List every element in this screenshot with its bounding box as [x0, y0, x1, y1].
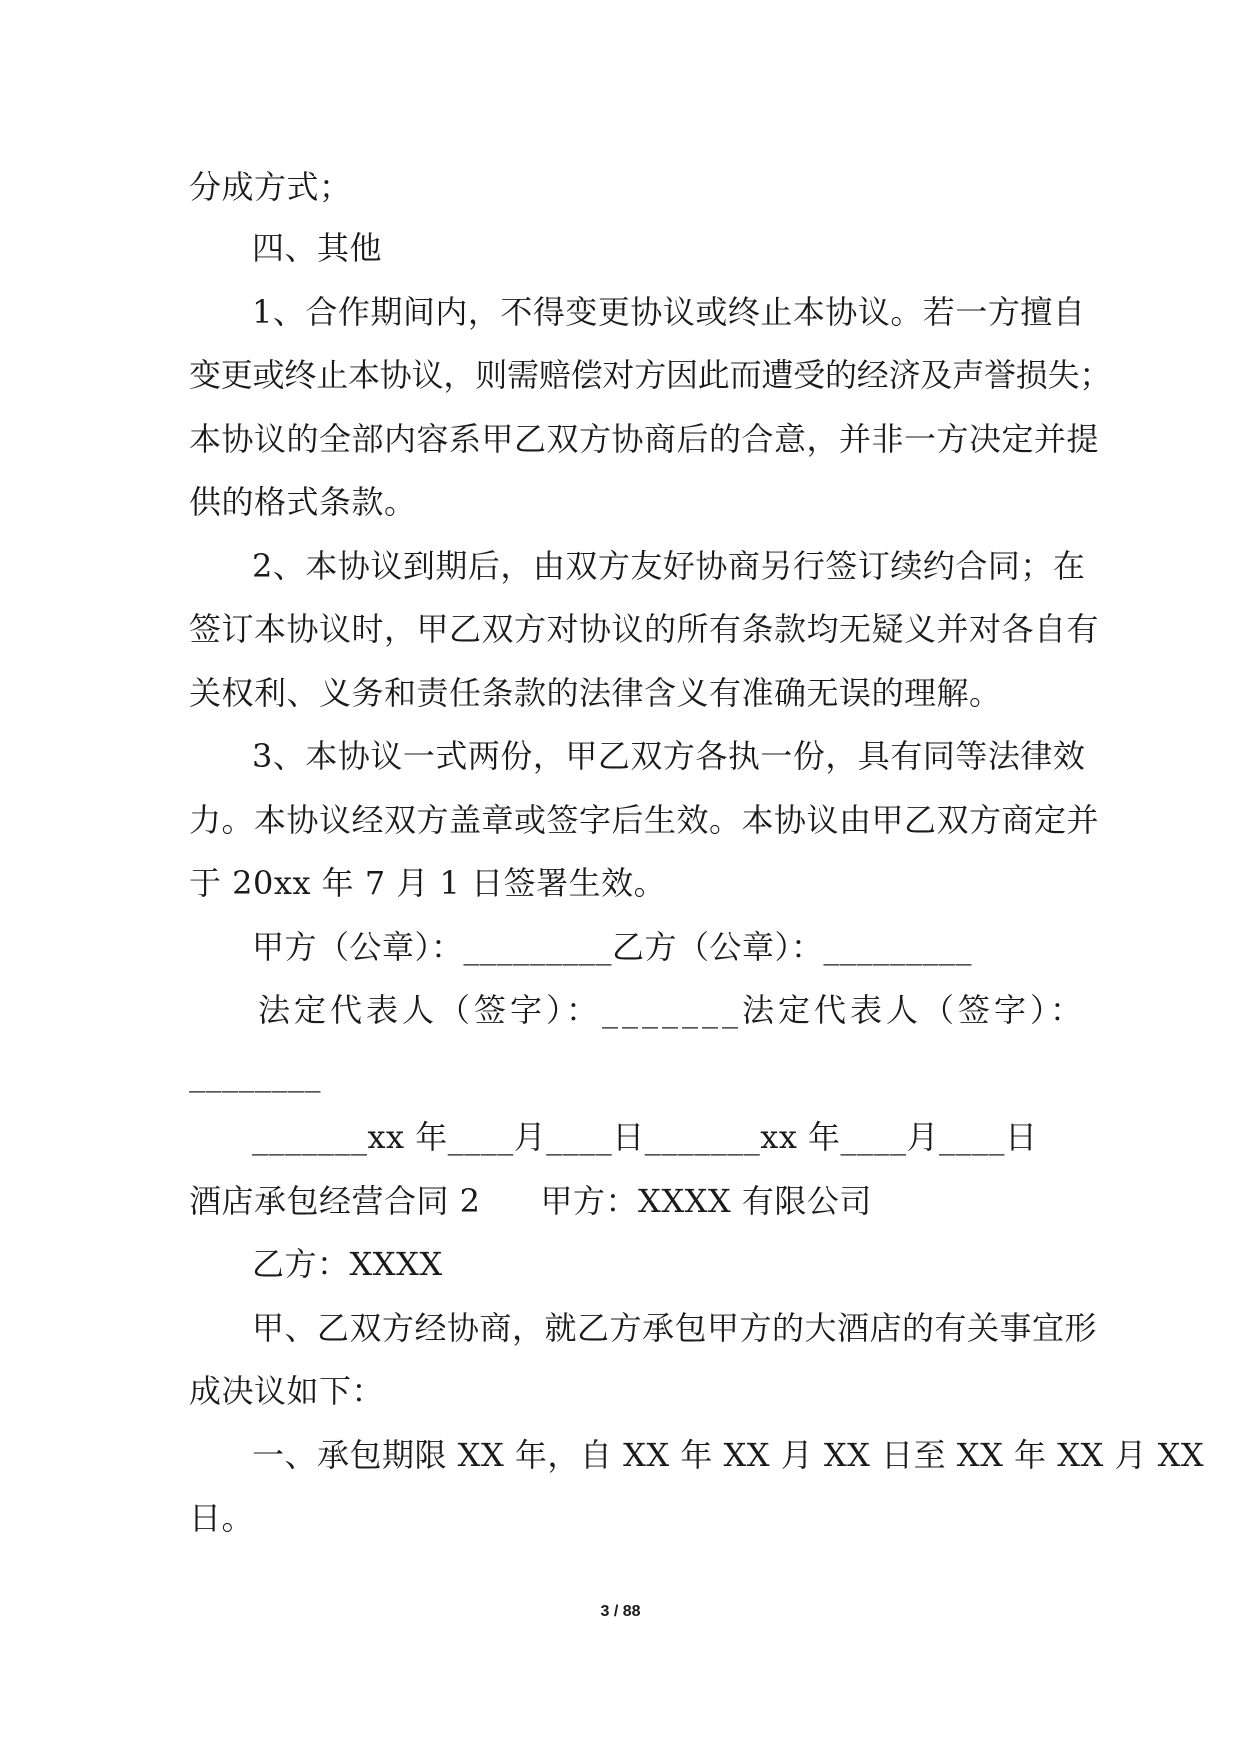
paragraph-line: 变更或终止本协议，则需赔偿对方因此而遭受的经济及声誉损失；: [189, 356, 1112, 394]
paragraph-line: 关权利、义务和责任条款的法律含义有准确无误的理解。: [189, 674, 1002, 712]
signature-blank: ________: [189, 1055, 321, 1093]
section-heading: 四、其他: [252, 229, 383, 267]
paragraph-line: 一、承包期限 XX 年，自 XX 年 XX 月 XX 日至 XX 年 XX 月 XX: [252, 1436, 1205, 1474]
paragraph-line: 3、本协议一式两份，甲乙双方各执一份，具有同等法律效: [252, 737, 1086, 775]
party-b-line: 乙方：XXXX: [252, 1245, 443, 1283]
paragraph-line: 力。本协议经双方盖章或签字后生效。本协议由甲乙双方商定并: [189, 801, 1100, 839]
paragraph-line: 甲、乙双方经协商，就乙方承包甲方的大酒店的有关事宜形: [252, 1309, 1098, 1347]
page-number: 3 / 88: [600, 1603, 641, 1620]
paragraph-line: 供的格式条款。: [189, 483, 417, 521]
paragraph-line: 日。: [189, 1499, 255, 1537]
contract-title-line: [189, 1181, 872, 1221]
paragraph-line: 本协议的全部内容系甲乙双方协商后的合意，并非一方决定并提: [189, 420, 1100, 458]
paragraph-line: 成决议如下：: [189, 1372, 385, 1410]
paragraph-line: 签订本协议时，甲乙双方对协议的所有条款均无疑义并对各自有: [189, 610, 1100, 648]
paragraph-line: 1、合作期间内，不得变更协议或终止本协议。若一方擅自: [252, 293, 1086, 331]
contract-title: 酒店承包经营合同 2: [189, 1182, 481, 1220]
party-a-line: 甲方：XXXX 有限公司: [540, 1182, 872, 1220]
signature-line-seals: 甲方（公章）：_________乙方（公章）：_________: [252, 928, 973, 966]
signature-date-line: _______xx 年____月____日_______xx 年____月____日: [252, 1118, 1038, 1156]
paragraph-line: 分成方式；: [189, 168, 352, 206]
signature-line-representatives: 法定代表人（签字）：_______法定代表人（签字）：: [258, 991, 1087, 1029]
paragraph-line: 2、本协议到期后，由双方友好协商另行签订续约合同；在: [252, 547, 1086, 585]
paragraph-line: 于 20xx 年 7 月 1 日签署生效。: [189, 864, 667, 902]
